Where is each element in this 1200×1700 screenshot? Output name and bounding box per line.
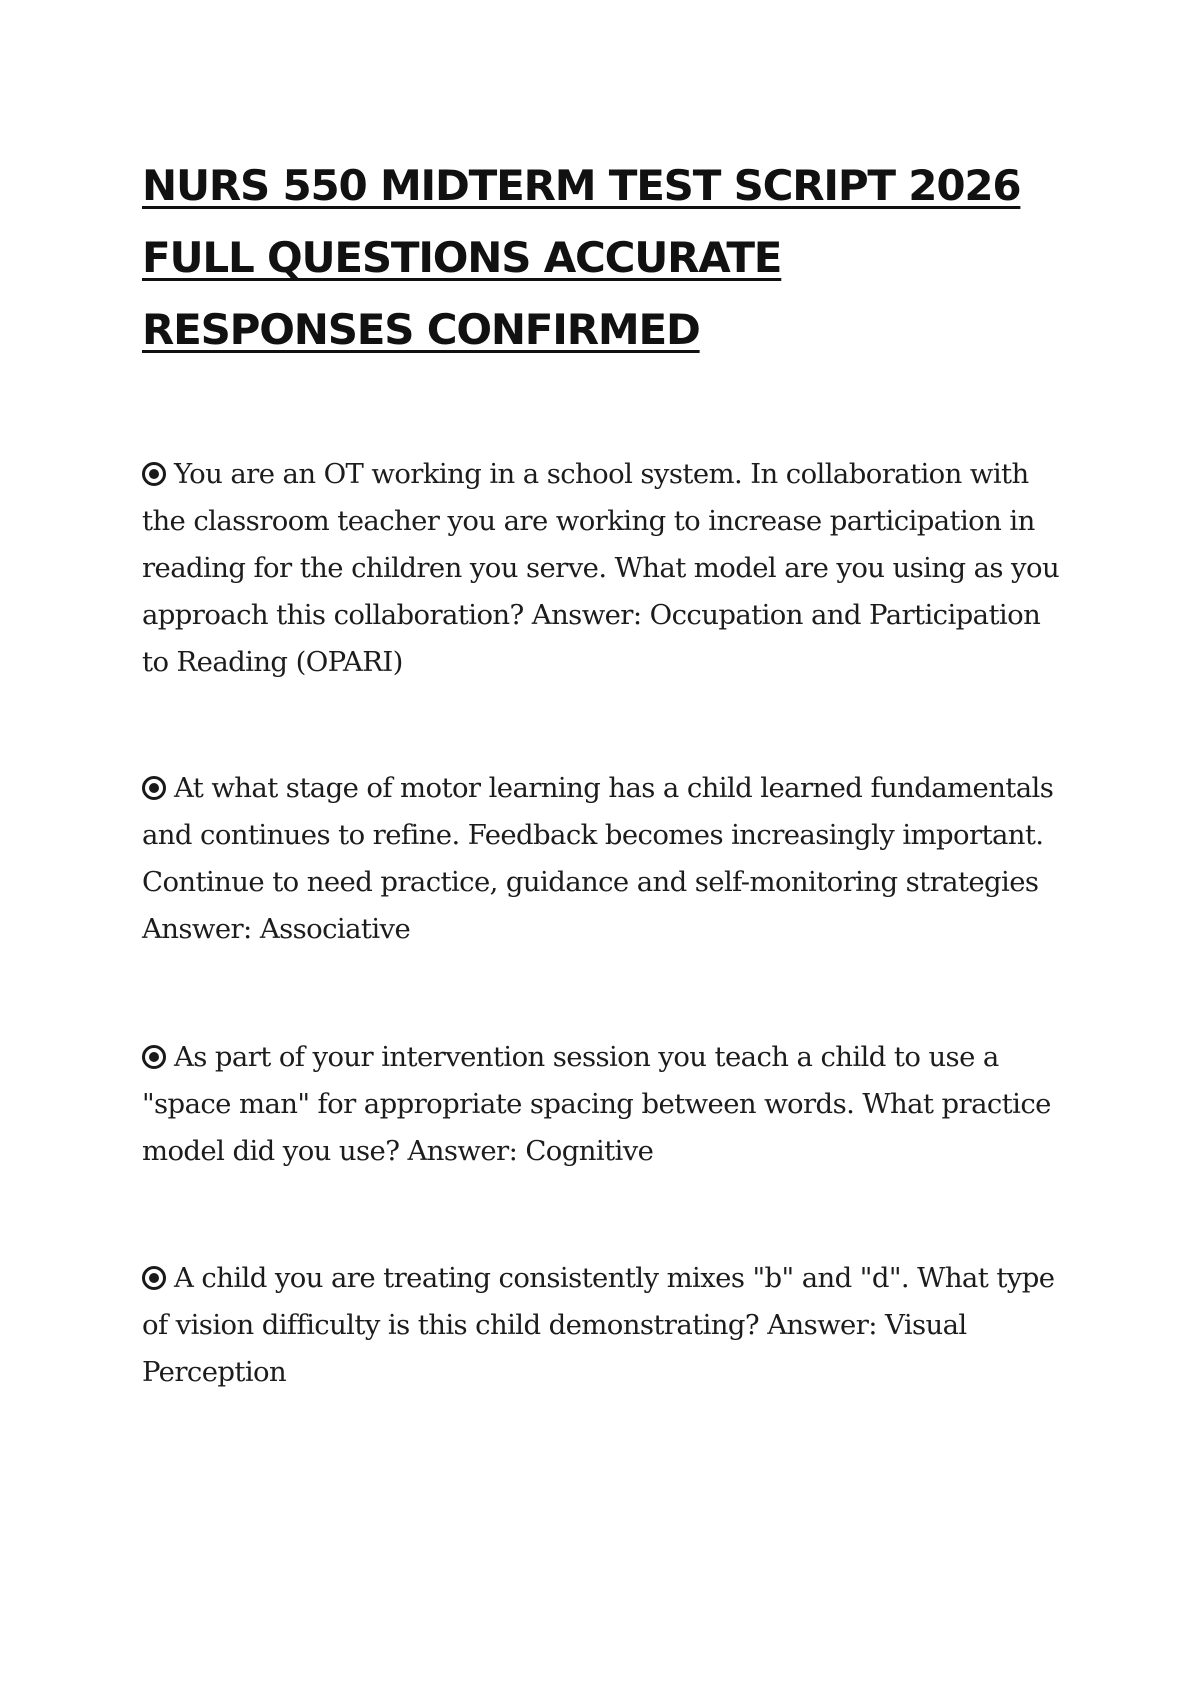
page-title-text: NURS 550 MIDTERM TEST SCRIPT 2026 FULL QUESTIONS ACCURATE RESPONSES CONFIRMED (142, 161, 1021, 354)
question-text: You are an OT working in a school system. In collaboration with the classroom teacher you are working to increase participation in reading for the children you serve. What model are you using as you approach this collaboration? Answer: Occupation and Participation to Reading (OPARI) (142, 458, 1060, 678)
question-item-1 (142, 451, 1062, 686)
page-title (142, 150, 1042, 366)
radio-bullet-icon (142, 1045, 166, 1069)
radio-bullet-icon (142, 462, 166, 486)
question-item-3 (142, 1034, 1062, 1175)
question-text: A child you are treating consistently mixes "b" and "d". What type of vision difficulty is this child demonstrating? Answer: Visual Perception (142, 1262, 1055, 1388)
question-item-4 (142, 1255, 1062, 1396)
question-text: At what stage of motor learning has a child learned fundamentals and continues to refine. Feedback becomes increasingly important. Continue to need practice, guidance and self-monitoring strategies Answer: Associative (142, 772, 1054, 945)
question-item-2 (142, 765, 1062, 953)
question-text: As part of your intervention session you teach a child to use a "space man" for appropriate spacing between words. What practice model did you use? Answer: Cognitive (142, 1041, 1051, 1167)
radio-bullet-icon (142, 1266, 166, 1290)
radio-bullet-icon (142, 776, 166, 800)
